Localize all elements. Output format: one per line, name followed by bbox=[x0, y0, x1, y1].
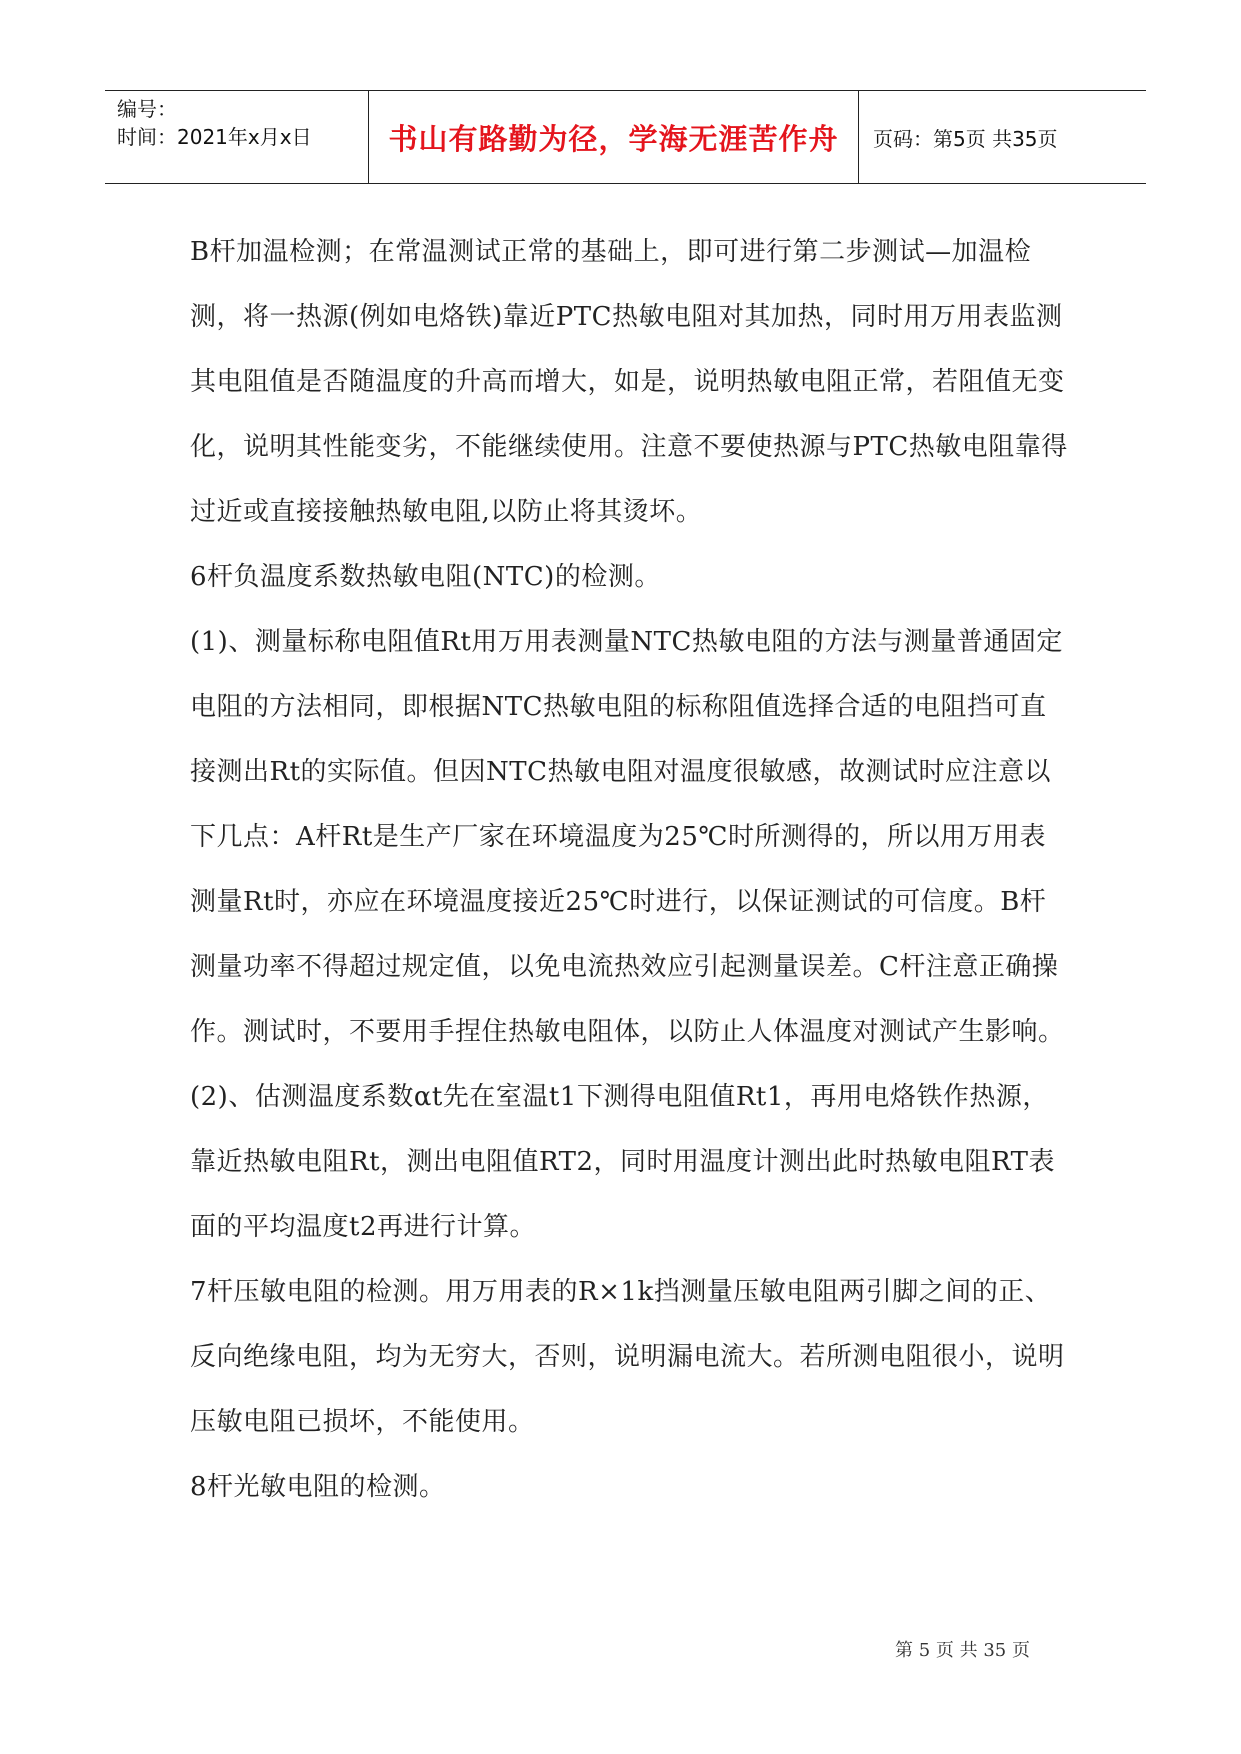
page-header bbox=[105, 90, 1146, 184]
paragraph: 8杆光敏电阻的检测。 bbox=[190, 1472, 446, 1502]
document-number-label: 编号： bbox=[117, 97, 177, 121]
header-page-cell bbox=[859, 91, 1146, 183]
header-motto: 书山有路勤为径，学海无涯苦作舟 bbox=[388, 121, 839, 156]
header-motto-cell bbox=[369, 91, 859, 183]
paragraph: (2)、估测温度系数αt先在室温t1下测得电阻值Rt1，再用电烙铁作热源，靠近热敏电阻Rt，测出电阻值RT2，同时用温度计测出此时热敏电阻RT表面的平均温度t2再进行计算。 bbox=[190, 1082, 1055, 1242]
page-footer: 第 5 页 共 35 页 bbox=[895, 1640, 1030, 1661]
document-time-label: 时间：2021年x月x日 bbox=[117, 125, 312, 149]
paragraph: B杆加温检测；在常温测试正常的基础上，即可进行第二步测试—加温检测，将一热源(例如电烙铁)靠近PTC热敏电阻对其加热，同时用万用表监测其电阻值是否随温度的升高而增大，如是，说明热敏电阻正常，若阻值无变化，说明其性能变劣，不能继续使用。注意不要使热源与PTC热敏电阻靠得过近或直接接触热敏电阻,以防止将其烫坏。 bbox=[190, 237, 1068, 527]
paragraph: 6杆负温度系数热敏电阻(NTC)的检测。 bbox=[190, 562, 661, 592]
header-page-info: 页码：第5页 共35页 bbox=[873, 126, 1058, 151]
header-meta-cell bbox=[105, 91, 369, 183]
paragraph: (1)、测量标称电阻值Rt用万用表测量NTC热敏电阻的方法与测量普通固定电阻的方法相同，即根据NTC热敏电阻的标称阻值选择合适的电阻挡可直接测出Rt的实际值。但因NTC热敏电阻对温度很敏感，故测试时应注意以下几点：A杆Rt是生产厂家在环境温度为25℃时所测得的，所以用万用表测量Rt时，亦应在环境温度接近25℃时进行，以保证测试的可信度。B杆测量功率不得超过规定值，以免电流热效应引起测量误差。C杆注意正确操作。测试时，不要用手捏住热敏电阻体，以防止人体温度对测试产生影响。 bbox=[190, 627, 1065, 1047]
body-text bbox=[190, 220, 1070, 1520]
paragraph: 7杆压敏电阻的检测。用万用表的R×1k挡测量压敏电阻两引脚之间的正、反向绝缘电阻，均为无穷大，否则，说明漏电流大。若所测电阻很小，说明压敏电阻已损坏，不能使用。 bbox=[190, 1277, 1065, 1437]
